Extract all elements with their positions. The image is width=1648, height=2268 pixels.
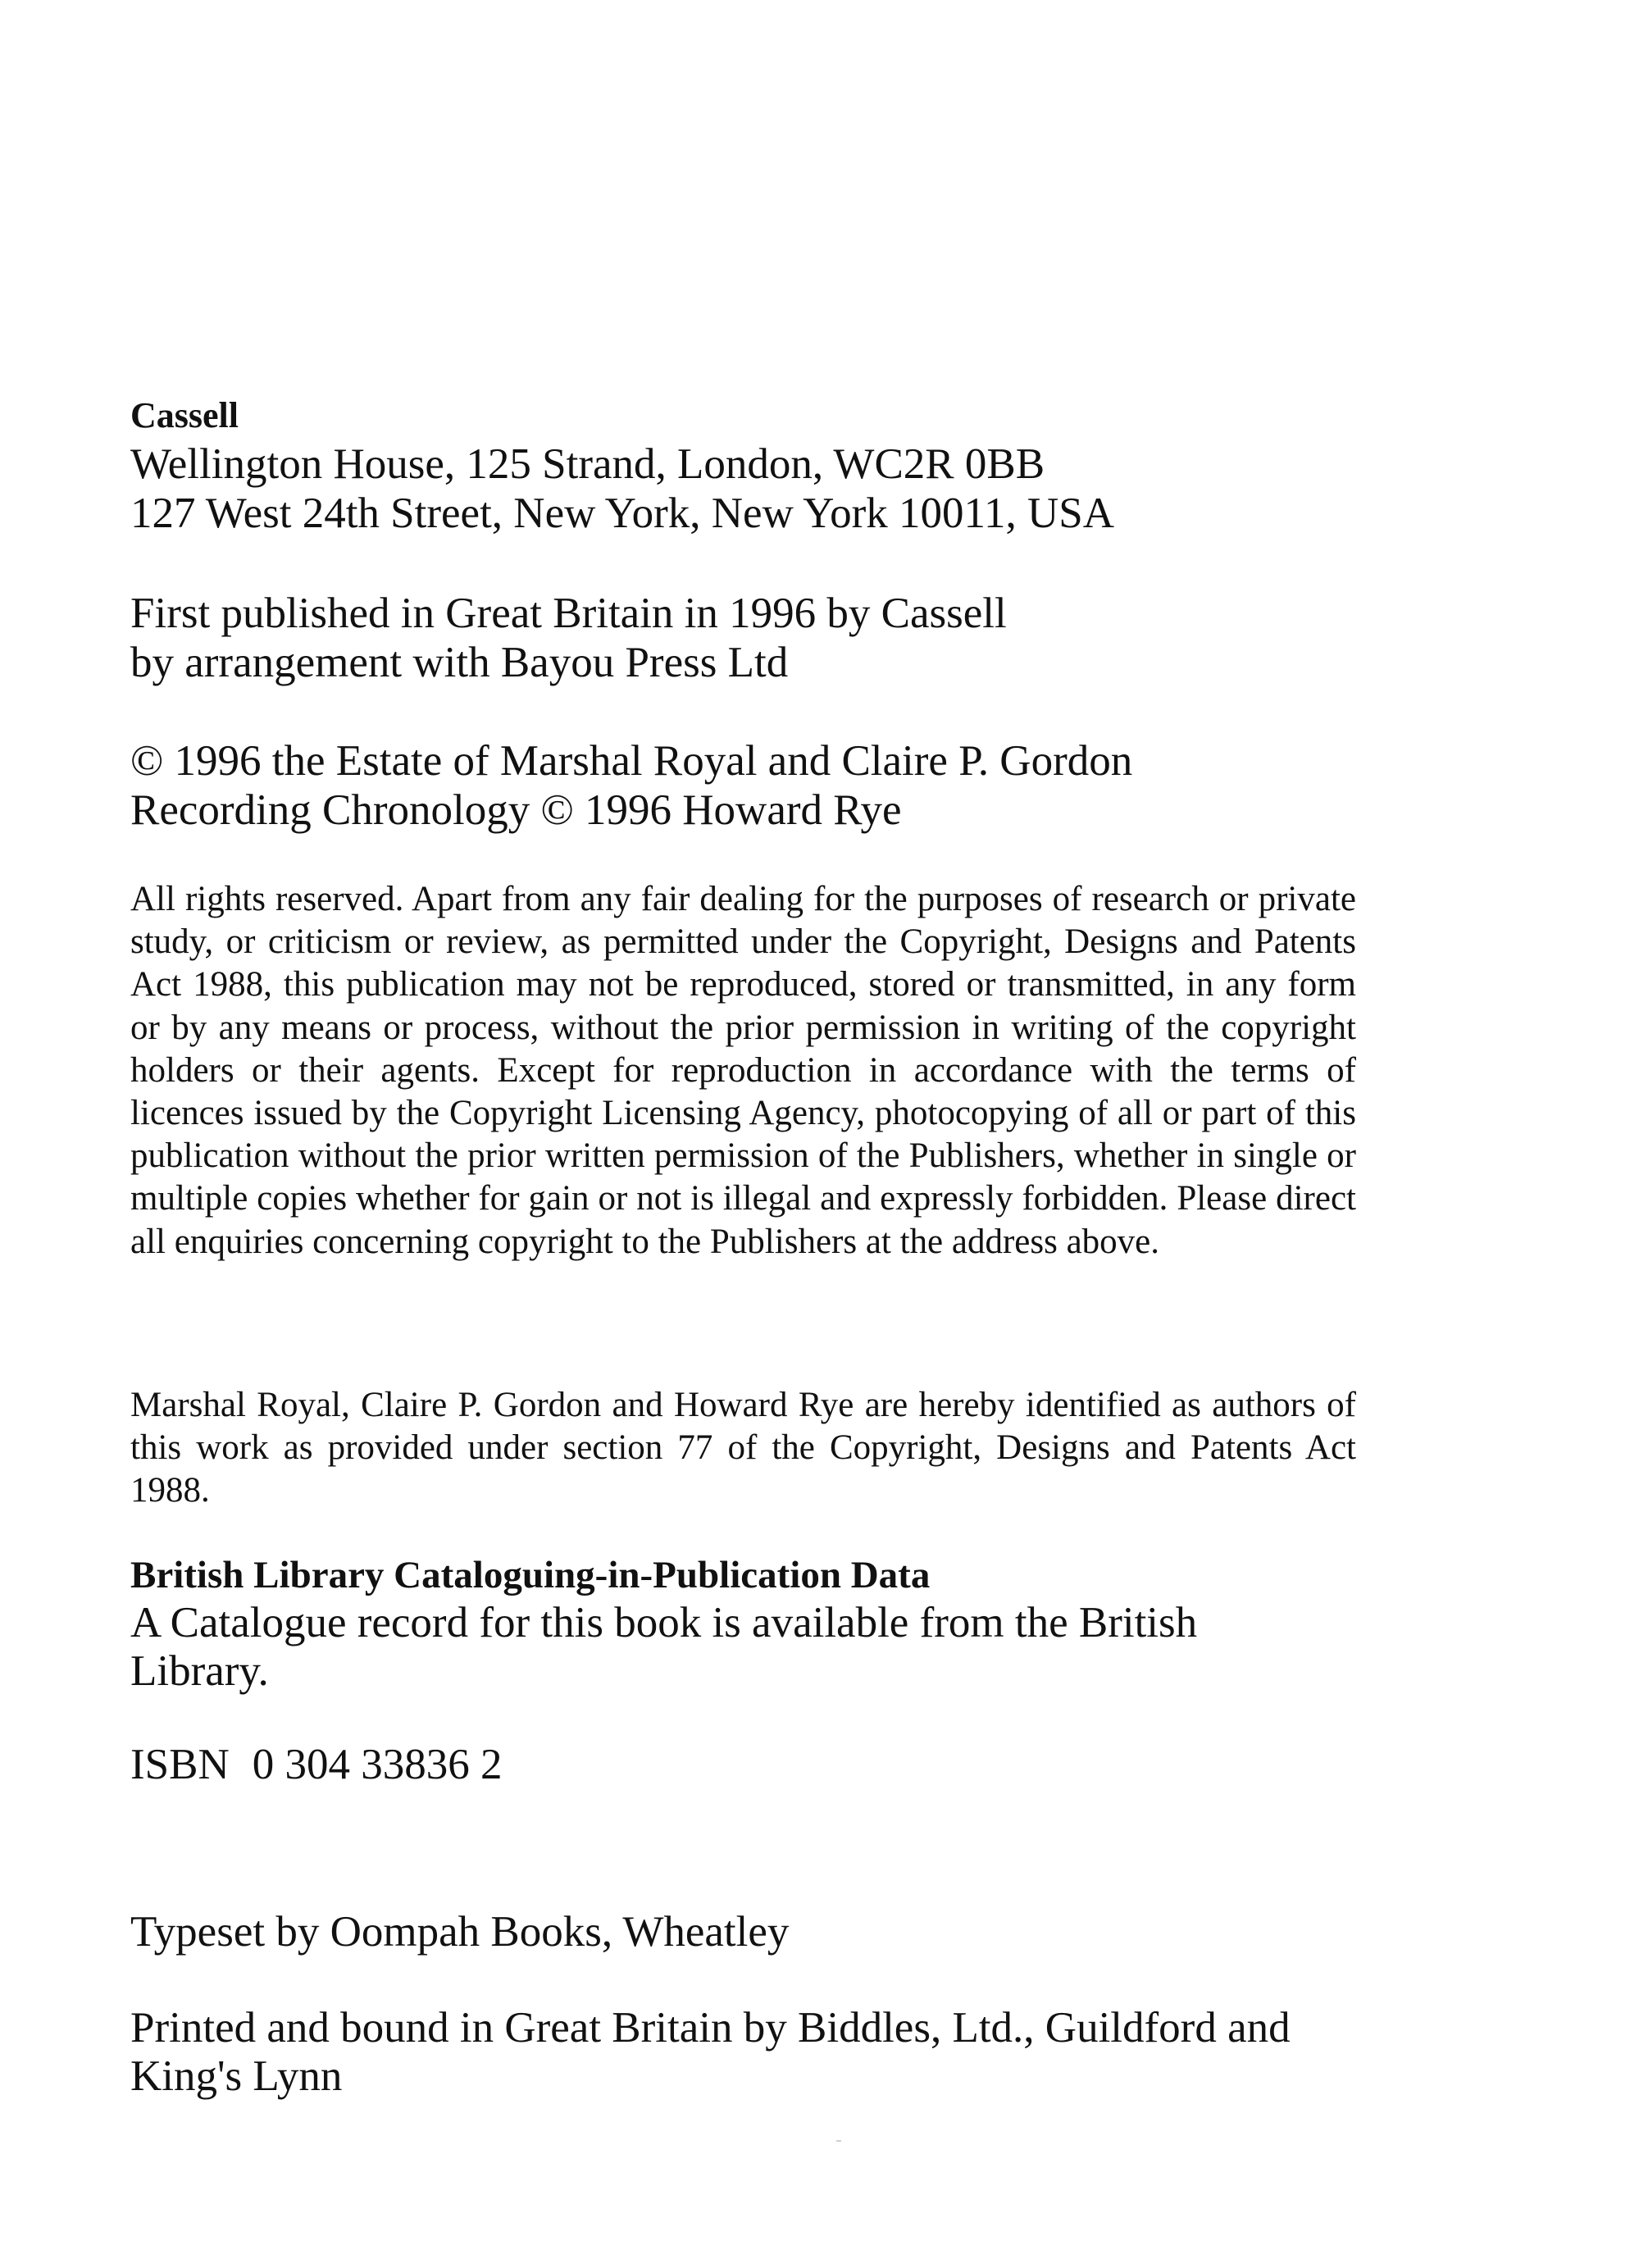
copyright-block xyxy=(130,736,1356,835)
publisher-address-london: Wellington House, 125 Strand, London, WC2R 0BB xyxy=(130,440,1045,488)
isbn-value: 0 304 33836 2 xyxy=(252,1741,503,1788)
isbn-line xyxy=(130,1740,1356,1789)
cataloguing-heading: British Library Cataloguing-in-Publication Data xyxy=(130,1554,931,1596)
arrangement-line: by arrangement with Bayou Press Ltd xyxy=(130,639,789,686)
typeset-line: Typeset by Oompah Books, Wheatley xyxy=(130,1908,790,1956)
copyright-chronology-line: Recording Chronology © 1996 Howard Rye xyxy=(130,786,902,834)
copyright-estate-line: © 1996 the Estate of Marshal Royal and Claire P. Gordon xyxy=(130,737,1133,785)
first-published-line: First published in Great Britain in 1996 by Cassell xyxy=(130,590,1007,637)
scan-speck xyxy=(836,2140,841,2142)
authors-notice: Marshal Royal, Claire P. Gordon and Howard Rye are hereby identified as authors of this work as provided under section 77 of the Copyright, Designs and Patents Act 1988. xyxy=(130,1386,1356,1510)
cataloguing-text: A Catalogue record for this book is available from the British Library. xyxy=(130,1599,1198,1695)
cataloguing-block xyxy=(130,1551,1356,1696)
publisher-block xyxy=(130,392,1356,538)
printed-line: Printed and bound in Great Britain by Biddles, Ltd., Guildford and King's Lynn xyxy=(130,2004,1291,2100)
publisher-name: Cassell xyxy=(130,395,239,435)
publication-block xyxy=(130,589,1356,687)
isbn-label: ISBN xyxy=(130,1741,230,1788)
publisher-address-new-york: 127 West 24th Street, New York, New York 10011, USA xyxy=(130,490,1115,537)
rights-notice: All rights reserved. Apart from any fair dealing for the purposes of research or private study, or criticism or review, as permitted under the Copyright, Designs and Patents Act 1988, this publication may not be reproduced, stored or transmitted, in any form or by any means or process, without the prior permission in writing of the copyright holders or their agents. Except for reproduction in accordance with the terms of licences issued by the Copyright Licensing Agency, photocopying of all or part of this publication without the prior written permission of the Publishers, whether in single or multiple copies whether for gain or not is illegal and expressly forbidden. Please direct all enquiries concerning copyright to the Publishers at the address above. xyxy=(130,880,1356,1261)
